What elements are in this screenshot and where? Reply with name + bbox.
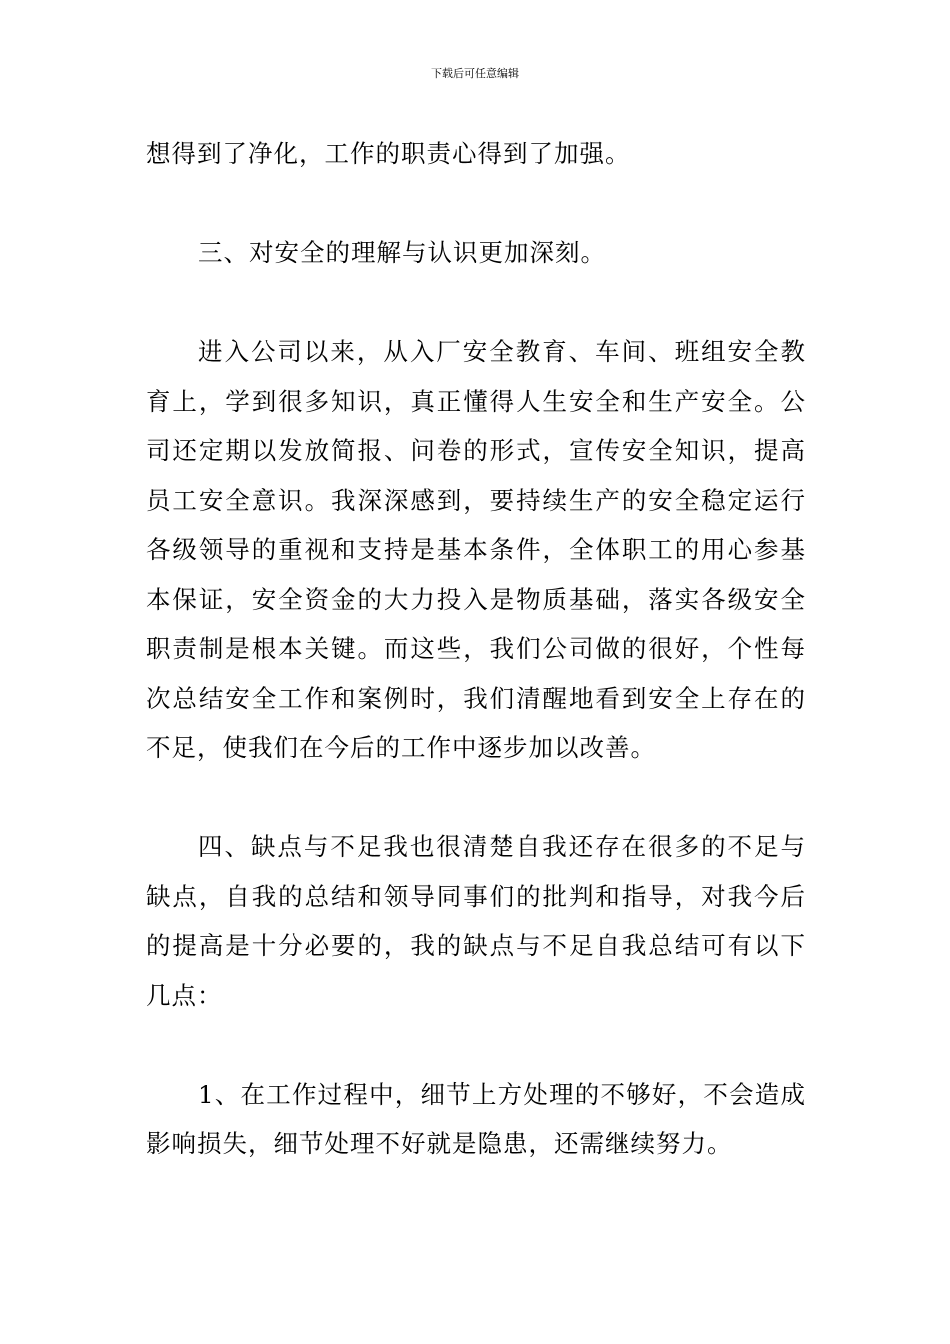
paragraph-safety: 进入公司以来，从入厂安全教育、车间、班组安全教育上，学到很多知识，真正懂得人生安全和生产安全。公司还定期以发放简报、问卷的形式，宣传安全知识，提高员工安全意识。我深深感到，要持续生产的安全稳定运行各级领导的重视和支持是基本条件，全体职工的用心参基本保证，安全资金的大力投入是物质基础，落实各级安全职责制是根本关键。而这些，我们公司做的很好，个性每次总结安全工作和案例时，我们清醒地看到安全上存在的不足，使我们在今后的工作中逐步加以改善。 <box>146 337 806 762</box>
section-heading-three: 三、对安全的理解与认识更加深刻。 <box>198 238 606 267</box>
paragraph-continuation: 想得到了净化，工作的职责心得到了加强。 <box>146 139 631 168</box>
page-header: 下载后可任意编辑 <box>431 67 519 80</box>
section-heading-four: 四、缺点与不足我也很清楚自我还存在很多的不足与缺点，自我的总结和领导同事们的批判和指导，对我今后的提高是十分必要的，我的缺点与不足自我总结可有以下几点： <box>146 832 806 1010</box>
document-body <box>146 129 806 1169</box>
list-item-one: 1、在工作过程中，细节上方处理的不够好，不会造成影响损失，细节处理不好就是隐患，还需继续努力。 <box>146 1079 806 1158</box>
